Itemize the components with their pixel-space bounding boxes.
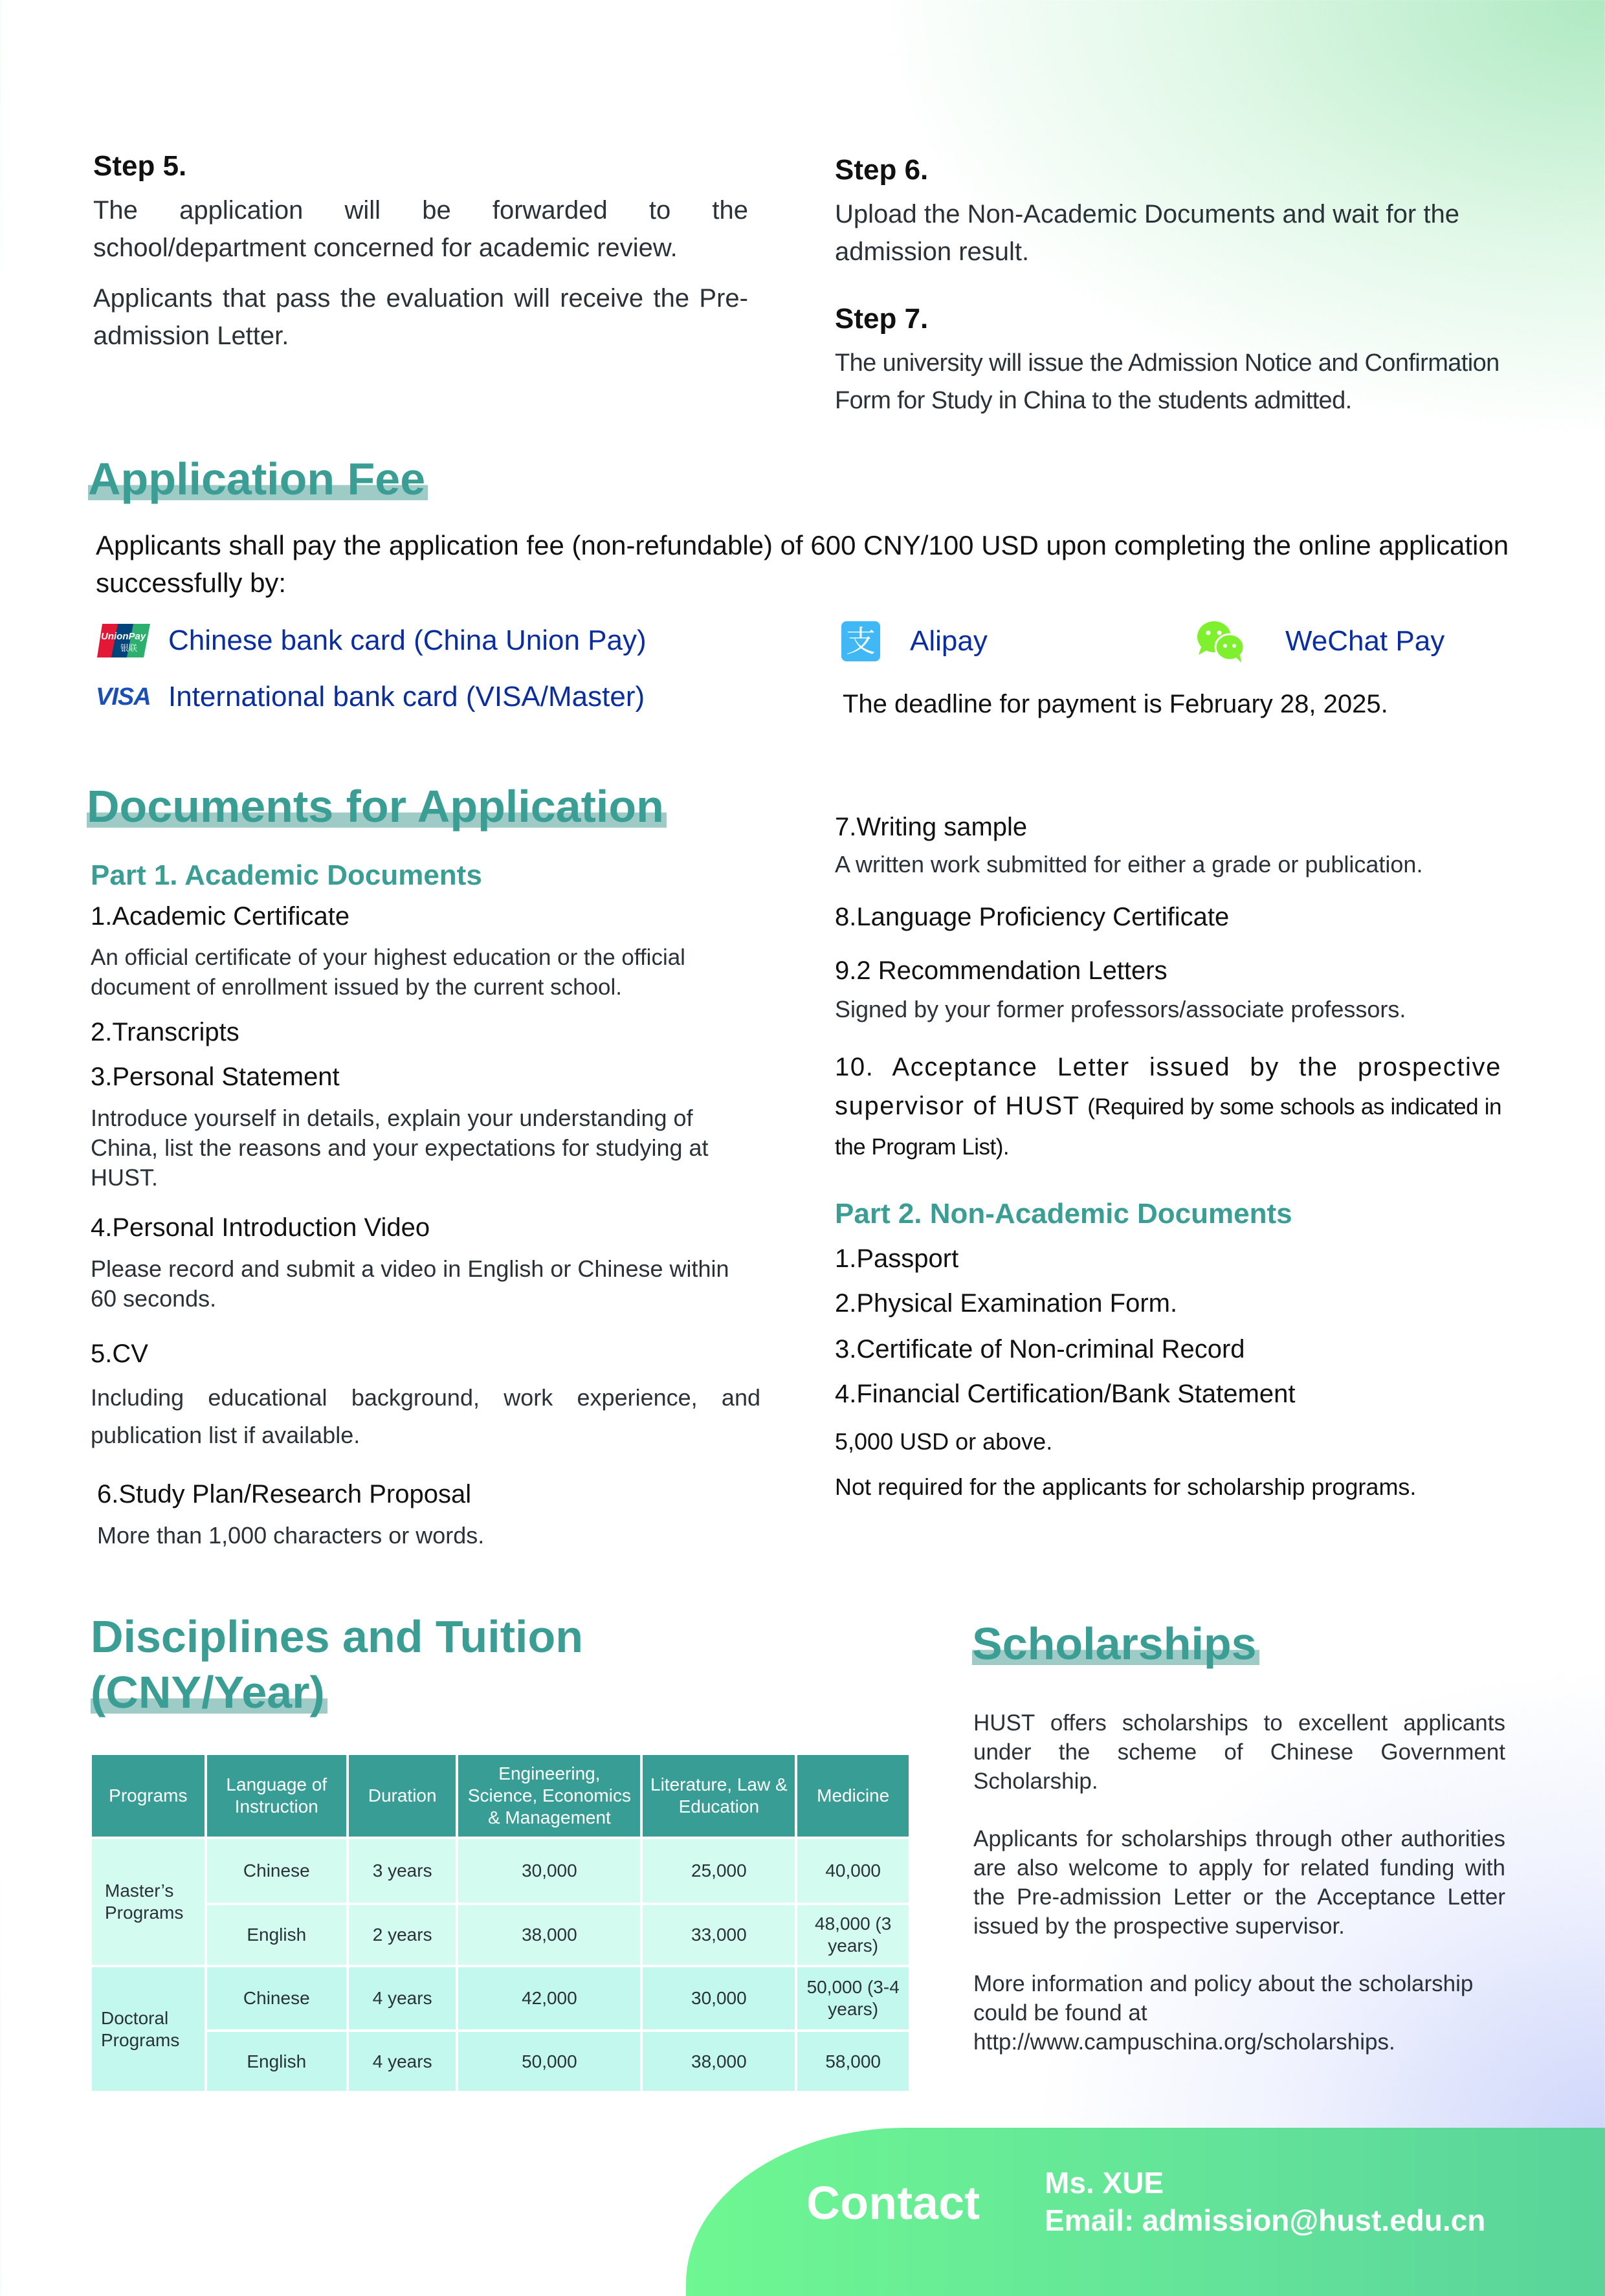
contact-email-text[interactable]: Email: admission@hust.edu.cn xyxy=(1045,2203,1486,2237)
scholarship-paragraph: Applicants for scholarships through other authorities are also welcome to apply for related funding with the Pre-admission Letter or the Acceptance Letter issued by the prospective supervisor. xyxy=(973,1826,1505,1939)
duration-cell: 2 years xyxy=(348,1904,458,1966)
application-fee-intro: Applicants shall pay the application fee (non-refundable) of 600 CNY/100 USD upon completing the online application successfully by: xyxy=(96,530,1509,598)
unionpay-icon xyxy=(96,623,151,659)
document-item-title: 3.Certificate of Non-criminal Record xyxy=(835,1335,1245,1363)
document-item-title: 2.Physical Examination Form. xyxy=(835,1289,1178,1318)
wechat-pay-icon xyxy=(1195,620,1246,663)
document-item-title: 9.2 Recommendation Letters xyxy=(835,956,1168,985)
scholarships-heading: Scholarships xyxy=(972,1618,1259,1670)
tuition-heading: Disciplines and Tuition (CNY/Year) xyxy=(91,1611,583,1717)
step-5 xyxy=(93,150,748,355)
literature-fee-cell: 38,000 xyxy=(641,2031,796,2092)
column-header: Engineering, Science, Economics & Management xyxy=(457,1754,641,1838)
payment-method-label: Alipay xyxy=(910,625,988,657)
program-cell: Master’s Programs xyxy=(91,1838,206,1966)
contact-label: Contact xyxy=(806,2178,980,2229)
documents-heading: Documents for Application xyxy=(87,780,667,832)
financial-note: 5,000 USD or above. xyxy=(835,1428,1053,1455)
engineering-fee-cell: 30,000 xyxy=(457,1838,641,1904)
scholarship-paragraph: More information and policy about the scholarship could be found at http://www.campuschina.org/scholarships. xyxy=(973,1971,1474,2055)
document-item-10 xyxy=(835,1048,1501,1167)
document-item-title: 2.Transcripts xyxy=(91,1018,239,1046)
documents-right-column xyxy=(835,813,1521,1502)
payment-method-visa xyxy=(96,681,645,713)
financial-note: Not required for the applicants for scholarship programs. xyxy=(835,1474,1417,1500)
medicine-fee-cell: 40,000 xyxy=(796,1838,910,1904)
visa-icon: VISA xyxy=(96,683,151,711)
table-row xyxy=(91,1838,910,1904)
document-item-title: 4.Personal Introduction Video xyxy=(91,1213,430,1242)
literature-fee-cell: 25,000 xyxy=(641,1838,796,1904)
table-row xyxy=(91,2031,910,2092)
document-item-desc: Signed by your former professors/associate professors. xyxy=(835,996,1406,1022)
document-item-desc: More than 1,000 characters or words. xyxy=(97,1522,485,1549)
column-header: Literature, Law & Education xyxy=(641,1754,796,1838)
engineering-fee-cell: 50,000 xyxy=(457,2031,641,2092)
document-item-title: 4.Financial Certification/Bank Statement xyxy=(835,1380,1296,1408)
document-item-title: 6.Study Plan/Research Proposal xyxy=(97,1480,472,1508)
documents-left-column xyxy=(91,859,760,1551)
literature-fee-cell: 33,000 xyxy=(641,1904,796,1966)
step-6-title: Step 6. xyxy=(835,154,929,186)
step-7-title: Step 7. xyxy=(835,303,929,335)
document-item-desc: (Required by some schools as indicated in the Program List). xyxy=(835,1094,1501,1160)
payment-method-label: WeChat Pay xyxy=(1285,625,1445,657)
document-item-desc: An official certificate of your highest education or the official document of enrollment issued by the current school. xyxy=(91,945,685,1000)
step-7-text: The university will issue the Admission Notice and Confirmation Form for Study in China to the students admitted. xyxy=(835,349,1500,414)
document-item-title: 1.Passport xyxy=(835,1244,959,1273)
document-item-desc: Including educational background, work experience, and publication list if available. xyxy=(91,1384,760,1448)
part2-heading: Part 2. Non-Academic Documents xyxy=(835,1198,1292,1230)
table-row xyxy=(91,1904,910,1966)
column-header: Duration xyxy=(348,1754,458,1838)
document-item-title: 10. Acceptance Letter issued by the prospective supervisor of HUST xyxy=(835,1053,1501,1120)
document-item-title: 5.CV xyxy=(91,1340,148,1368)
medicine-fee-cell: 50,000 (3-4 years) xyxy=(796,1966,910,2031)
medicine-fee-cell: 48,000 (3 years) xyxy=(796,1904,910,1966)
language-cell: English xyxy=(206,1904,348,1966)
table-row xyxy=(91,1966,910,2031)
scholarship-paragraph: HUST offers scholarships to excellent applicants under the scheme of Chinese Government Scholarship. xyxy=(973,1710,1505,1794)
step-6-text: Upload the Non-Academic Documents and wait for the admission result. xyxy=(835,200,1459,266)
document-item-title: 7.Writing sample xyxy=(835,813,1028,841)
payment-deadline: The deadline for payment is February 28, 2025. xyxy=(843,690,1388,718)
language-cell: Chinese xyxy=(206,1838,348,1904)
engineering-fee-cell: 38,000 xyxy=(457,1904,641,1966)
document-item-title: 8.Language Proficiency Certificate xyxy=(835,903,1230,931)
document-item-title: 1.Academic Certificate xyxy=(91,902,350,931)
language-cell: Chinese xyxy=(206,1966,348,2031)
step-5-title: Step 5. xyxy=(93,150,187,182)
engineering-fee-cell: 42,000 xyxy=(457,1966,641,2031)
step-5-text: The application will be forwarded to the school/department concerned for academic review. xyxy=(93,196,748,262)
document-item-desc: Introduce yourself in details, explain your understanding of China, list the reasons and your expectations for studying at HUST. xyxy=(91,1105,709,1191)
duration-cell: 4 years xyxy=(348,2031,458,2092)
step-5-text: Applicants that pass the evaluation will receive the Pre-admission Letter. xyxy=(93,284,748,350)
literature-fee-cell: 30,000 xyxy=(641,1966,796,2031)
tuition-table xyxy=(89,1752,911,2093)
svg-text:银联: 银联 xyxy=(120,644,138,654)
duration-cell: 4 years xyxy=(348,1966,458,2031)
document-item-desc: A written work submitted for either a grade or publication. xyxy=(835,851,1423,878)
application-fee-heading: Application Fee xyxy=(88,453,428,505)
duration-cell: 3 years xyxy=(348,1838,458,1904)
column-header: Medicine xyxy=(796,1754,910,1838)
payment-method-wechat xyxy=(1195,620,1444,663)
step-6 xyxy=(835,154,1534,270)
payment-method-unionpay xyxy=(96,623,647,659)
payment-method-label: International bank card (VISA/Master) xyxy=(168,681,645,712)
medicine-fee-cell: 58,000 xyxy=(796,2031,910,2092)
step-7 xyxy=(835,303,1540,419)
language-cell: English xyxy=(206,2031,348,2092)
alipay-icon: 支 xyxy=(841,621,880,661)
document-item-desc: Please record and submit a video in English or Chinese within 60 seconds. xyxy=(91,1255,729,1312)
column-header: Language of Instruction xyxy=(206,1754,348,1838)
scholarships-body xyxy=(973,1708,1505,2057)
payment-method-label: Chinese bank card (China Union Pay) xyxy=(168,624,647,656)
part1-heading: Part 1. Academic Documents xyxy=(91,859,482,891)
program-cell: Doctoral Programs xyxy=(91,1966,206,2092)
column-header: Programs xyxy=(91,1754,206,1838)
svg-text:UnionPay: UnionPay xyxy=(101,631,146,642)
contact-name: Ms. XUE xyxy=(1045,2166,1164,2200)
payment-method-alipay xyxy=(841,621,988,661)
contact-email[interactable] xyxy=(1045,2203,1485,2238)
document-item-title: 3.Personal Statement xyxy=(91,1063,340,1091)
table-header-row xyxy=(91,1754,910,1838)
